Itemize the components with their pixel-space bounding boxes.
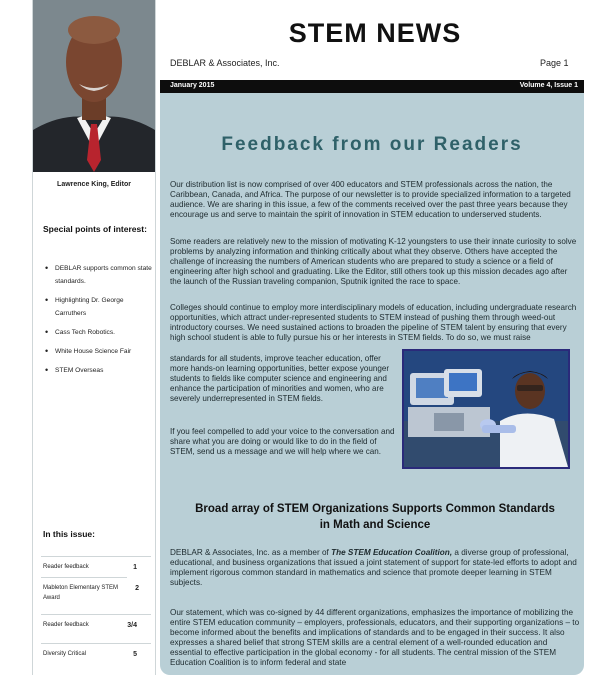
- toc-label: Reader feedback: [43, 622, 89, 628]
- toc-page: 5: [133, 651, 137, 658]
- special-point-item: • STEM Overseas: [43, 364, 153, 377]
- date-band: [160, 80, 584, 93]
- toc-row[interactable]: [41, 556, 151, 577]
- special-points-title: Special points of interest:: [43, 224, 147, 234]
- toc-label: Diversity Critical: [43, 651, 87, 657]
- toc-row[interactable]: [41, 614, 151, 635]
- special-point-item: • White House Science Fair: [43, 345, 153, 358]
- section-headline-line: in Math and Science: [319, 519, 431, 531]
- special-point-item: • DEBLAR supports common state standards.: [43, 262, 153, 288]
- toc-row[interactable]: [41, 577, 139, 608]
- in-this-issue-title: In this issue:: [43, 529, 95, 539]
- article-headline: Feedback from our Readers: [221, 134, 523, 155]
- toc-label: Reader feedback: [43, 564, 89, 570]
- article-paragraph: If you feel compelled to add your voice to the conversation and share what you are doing or would like to do in the field of STEM, send us a message and we will help where we can.: [170, 427, 395, 456]
- table-of-contents: [41, 556, 151, 664]
- article-paragraph: Our statement, which was co-signed by 44 different organizations, emphasizes the importance of mobilizing the entire STEM education community – employers, professionals, educators, and their supporting organizations – to become informed about the benefits and implications of standards and to be engaged in their success. It also expresses a shared belief that strong STEM skills are a central element of a well-rounded education and essential to effective participation in the global economy - for all students. The central mission of the STEM Education Coalition is to inform federal and state: [170, 608, 580, 667]
- issue-volume: Volume 4, Issue 1: [519, 82, 578, 89]
- paragraph-text: DEBLAR & Associates, Inc. as a member of: [170, 548, 332, 557]
- article-paragraph: Some readers are relatively new to the mission of motivating K-12 youngsters to use their innate curiosity to solve problems by analyzing information and thinking critically about what they observe. Others have accepted the challenge of increasing the numbers of American students who are prepared to study a science or a field of engineering after high school and graduating. Like the Editor, still others took up this mission decades ago after the launch of the Russian traveling companion, Sputnik ignited the race to space.: [170, 237, 577, 286]
- special-points-list: [43, 262, 153, 383]
- article-paragraph: Our distribution list is now comprised of over 400 educators and STEM professionals across the nation, the Caribbean, Canada, and Africa. The purpose of our newsletter is to provide specialized information to a targeted audience. We are sharing in this issue, a few of the comments received over the past three years because they encourage us and serve to maintain the spirit of innovation in STEM education to underserved students.: [170, 180, 571, 219]
- special-point-item: • Cass Tech Robotics.: [43, 326, 153, 339]
- sidebar: [32, 0, 156, 675]
- special-point-item: • Highlighting Dr. George Carruthers: [43, 294, 153, 320]
- newsletter-title: STEM NEWS: [288, 18, 462, 48]
- toc-page: 2: [135, 585, 139, 592]
- page-number: Page 1: [540, 58, 569, 68]
- article-paragraph: Colleges should continue to employ more interdisciplinary models of education, including undergraduate research opportunities, which attract under-represented students to STEM instead of pushing them through weed-out introductory courses. We need sustained actions to broaden the pipeline of STEM talent by ensuring that every high school student is able to fully pursue his or her interests in STEM fields. To do so, we must raise: [170, 303, 577, 342]
- editor-caption: Lawrence King, Editor: [57, 181, 131, 188]
- article-paragraph: [170, 548, 580, 588]
- toc-page: 3/4: [127, 622, 137, 629]
- paragraph-text: a diverse group of professional, educational, and business organizations that issued a joint statement of support for state-led efforts to adopt and implement rigorous common standard in mathematics and science that promote deeper learning in STEM subjects.: [170, 548, 577, 587]
- section-headline-line: Broad array of STEM Organizations Supports Common Standards: [195, 503, 555, 515]
- scientist-lab-photo: [402, 349, 570, 469]
- section-headline: [170, 501, 580, 533]
- toc-page: 1: [133, 564, 137, 571]
- issue-date: January 2015: [170, 82, 215, 89]
- coalition-name: The STEM Education Coalition,: [331, 548, 453, 557]
- article-paragraph: standards for all students, improve teacher education, offer more hands-on learning opportunities, better expose younger students to fields like computer science and engineering and enhance the participation of minorities and women, who are severely underrepresented in STEM fields.: [170, 354, 390, 403]
- toc-row[interactable]: [41, 643, 151, 664]
- toc-label: Mableton Elementary STEM Award: [43, 585, 119, 601]
- company-name: DEBLAR & Associates, Inc.: [170, 58, 280, 68]
